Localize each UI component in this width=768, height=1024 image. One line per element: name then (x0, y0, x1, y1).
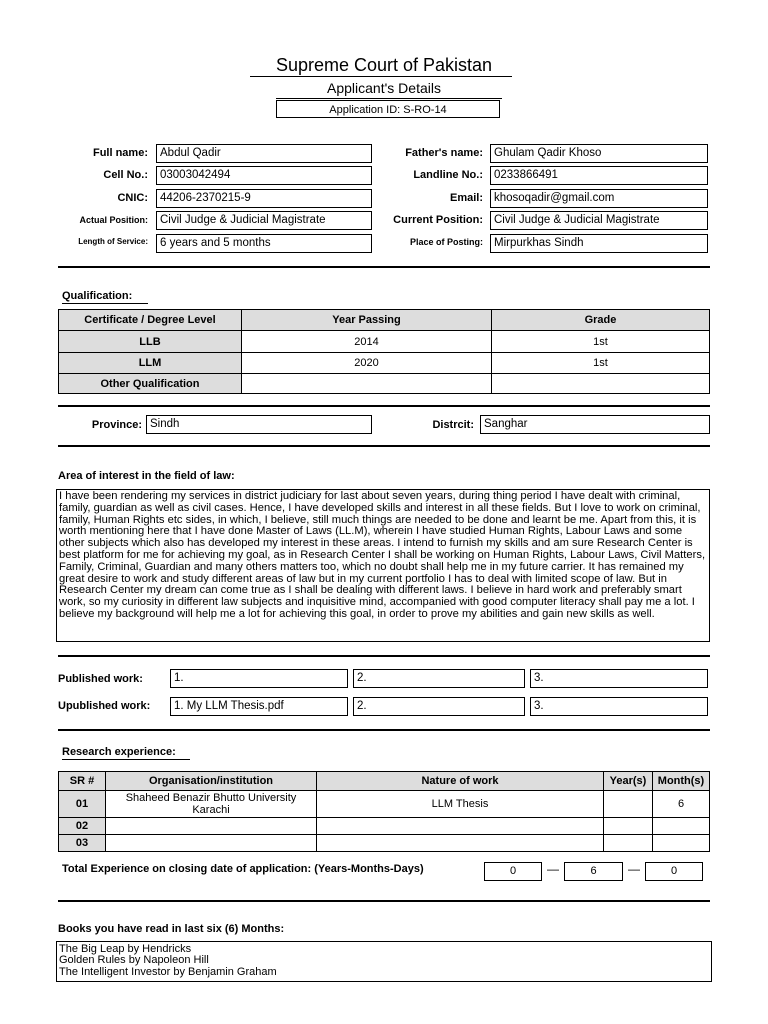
cell-field[interactable]: 03003042494 (156, 166, 372, 185)
sr-number: 02 (59, 818, 106, 835)
column-header: Year(s) (604, 772, 653, 791)
qualification-heading: Qualification: (62, 290, 133, 302)
qualification-table (58, 309, 710, 394)
sr-number: 03 (59, 835, 106, 852)
column-header: Year Passing (242, 310, 492, 331)
column-header: SR # (59, 772, 106, 791)
published-work-label: Published work: (58, 673, 143, 685)
organisation[interactable]: Shaheed Benazir Bhutto University Karachi (106, 791, 317, 818)
application-id: Application ID: S-RO-14 (276, 100, 500, 118)
place-of-posting-label: Place of Posting: (409, 237, 483, 247)
published-work-3[interactable]: 3. (530, 669, 708, 688)
table-row (59, 818, 710, 835)
cell-label: Cell No.: (103, 169, 148, 181)
father-name-label: Father's name: (405, 147, 483, 159)
email-label: Email: (449, 192, 483, 204)
landline-field[interactable]: 0233866491 (490, 166, 708, 185)
divider (58, 445, 710, 447)
years[interactable] (604, 791, 653, 818)
months[interactable]: 6 (653, 791, 710, 818)
nature-of-work[interactable] (317, 818, 604, 835)
table-row (59, 835, 710, 852)
interest-text[interactable]: I have been rendering my services in district judiciary for last about seven years, during thing period I have dealt with criminal, family, guardian as well as civil cases. Hence, I have developed skills and interest in all these fields. But I love to work on criminal, family, Human Rights etc sides, in which, I believe, still much things are needed to be done and learnt be me. Apart from this, it is worth mentioning here that I have done Master of Laws (LL.M), wherein I have studied Human Rights, Labour Laws and some other subjects which also has developed my interest in these areas. I intend to furnish my skills and am sure Research Center is best platform for me for achieving my goal, as in Research Center I shall be working on Human Rights, Labour Laws, Civil Matters, Family, Criminal, Guardian and many others matters too, which no doubt shall help me in my future carrier. It has remained my great desire to work and study different areas of law but in my current portfolio I has to deal with limited scope of law. But in Research Center my dream can come true as I shall be dealing with different laws. I believe in hard work and preferably smart work, so my curiosity in different law subjects and inquisitive mind, accompanied with good computer literacy shall pay me a lot. I believe my background will help me a lot for achieving this goal, in order to prove my abilities and gain new skills as well. (56, 489, 710, 642)
research-underline (62, 759, 190, 760)
form-title: Supreme Court of Pakistan (275, 55, 493, 75)
divider (58, 655, 710, 657)
sr-number: 01 (59, 791, 106, 818)
service-length-label: Length of Service: (78, 237, 148, 246)
table-row (59, 791, 710, 818)
column-header: Certificate / Degree Level (59, 310, 242, 331)
separator-dash: — (547, 862, 559, 876)
cnic-field[interactable]: 44206-2370215-9 (156, 189, 372, 208)
research-heading: Research experience: (62, 746, 176, 758)
column-header: Nature of work (317, 772, 604, 791)
column-header: Organisation/institution (106, 772, 317, 791)
unpublished-work-2[interactable]: 2. (353, 697, 525, 716)
total-months-field[interactable]: 6 (564, 862, 623, 881)
column-header: Grade (492, 310, 710, 331)
year-passing[interactable]: 2020 (242, 353, 492, 374)
service-length-field[interactable]: 6 years and 5 months (156, 234, 372, 253)
separator-dash: — (628, 862, 640, 876)
column-header: Month(s) (653, 772, 710, 791)
form-subtitle: Applicant's Details (327, 80, 441, 96)
divider (58, 266, 710, 268)
landline-label: Landline No.: (413, 169, 483, 181)
table-row (59, 374, 710, 394)
book-item: The Intelligent Investor by Benjamin Graham (59, 965, 277, 978)
qualification-underline (62, 303, 148, 304)
year-passing[interactable]: 2014 (242, 331, 492, 353)
full-name-field[interactable]: Abdul Qadir (156, 144, 372, 163)
actual-position-label: Actual Position: (79, 215, 148, 225)
table-row (59, 353, 710, 374)
unpublished-work-label: Upublished work: (58, 700, 151, 712)
divider (58, 900, 710, 902)
actual-position-field[interactable]: Civil Judge & Judicial Magistrate (156, 211, 372, 230)
organisation[interactable] (106, 818, 317, 835)
grade[interactable]: 1st (492, 331, 710, 353)
organisation[interactable] (106, 835, 317, 852)
cnic-label: CNIC: (117, 192, 148, 204)
total-days-field[interactable]: 0 (645, 862, 703, 881)
divider (58, 729, 710, 731)
interest-heading: Area of interest in the field of law: (58, 470, 235, 482)
year-passing[interactable] (242, 374, 492, 394)
unpublished-work-1[interactable]: 1. My LLM Thesis.pdf (170, 697, 348, 716)
years[interactable] (604, 835, 653, 852)
book-item: The Big Leap by Hendricks (59, 943, 192, 955)
province-label: Province: (91, 419, 142, 431)
unpublished-work-3[interactable]: 3. (530, 697, 708, 716)
table-row (59, 331, 710, 353)
book-item: Golden Rules by Napoleon Hill (59, 954, 209, 967)
place-of-posting-field[interactable]: Mirpurkhas Sindh (490, 234, 708, 253)
divider (58, 405, 710, 407)
books-heading: Books you have read in last six (6) Months: (58, 923, 285, 935)
published-work-1[interactable]: 1. (170, 669, 348, 688)
subtitle-underline (276, 98, 502, 99)
research-table (58, 771, 710, 852)
district-label: Distrcit: (432, 419, 474, 431)
degree-level: LLB (59, 331, 242, 353)
years[interactable] (604, 818, 653, 835)
grade[interactable]: 1st (492, 353, 710, 374)
grade[interactable] (492, 374, 710, 394)
months[interactable] (653, 818, 710, 835)
nature-of-work[interactable]: LLM Thesis (317, 791, 604, 818)
email-field[interactable]: khosoqadir@gmail.com (490, 189, 708, 208)
published-work-2[interactable]: 2. (353, 669, 525, 688)
current-position-label: Current Position: (393, 214, 483, 226)
father-name-field[interactable]: Ghulam Qadir Khoso (490, 144, 708, 163)
months[interactable] (653, 835, 710, 852)
total-experience-label: Total Experience on closing date of application: (Years-Months-Days) (62, 863, 424, 875)
province-field[interactable]: Sindh (146, 415, 372, 434)
total-years-field[interactable]: 0 (484, 862, 542, 881)
district-field[interactable]: Sanghar (480, 415, 710, 434)
title-underline (250, 76, 512, 77)
nature-of-work[interactable] (317, 835, 604, 852)
degree-level: Other Qualification (59, 374, 242, 394)
full-name-label: Full name: (92, 147, 148, 159)
current-position-field[interactable]: Civil Judge & Judicial Magistrate (490, 211, 708, 230)
books-list[interactable] (56, 941, 712, 982)
degree-level: LLM (59, 353, 242, 374)
